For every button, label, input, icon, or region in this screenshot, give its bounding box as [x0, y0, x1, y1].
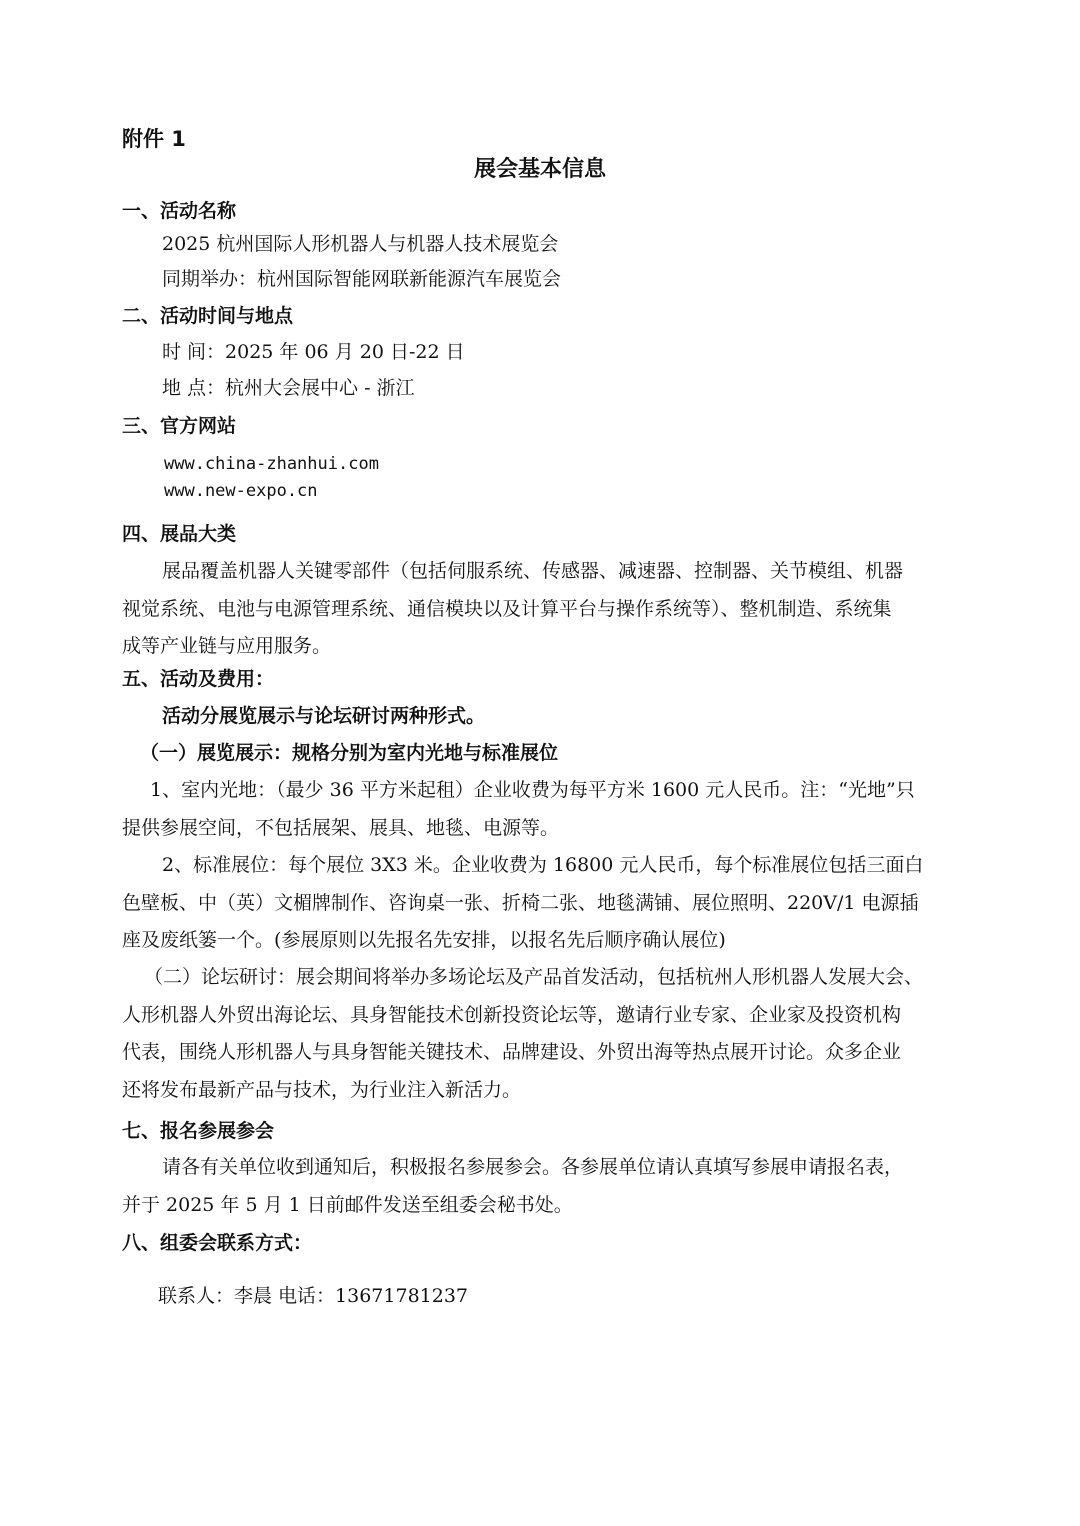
section-5-heading: 五、活动及费用：: [122, 668, 275, 690]
forum-paragraph: [122, 959, 962, 1109]
paragraph-line: 提供参展空间，不包括展架、展具、地毯、电源等。: [122, 816, 560, 839]
website-link-1[interactable]: www.china-zhanhui.com: [164, 454, 379, 474]
paragraph-line: 人形机器人外贸出海论坛、具身智能技术创新投资论坛等，邀请行业专家、企业家及投资机构: [122, 1003, 902, 1026]
concurrent-event: 同期举办：杭州国际智能网联新能源汽车展览会: [162, 268, 562, 290]
paragraph-line: 代表，围绕人形机器人与具身智能关键技术、品牌建设、外贸出海等热点展开讨论。众多企业: [122, 1041, 902, 1063]
section-3-heading: 三、官方网站: [122, 415, 237, 437]
contact-info: 联系人：李晨 电话：13671781237: [158, 1285, 469, 1307]
paragraph-line: 并于 2025 年 5 月 1 日前邮件发送至组委会秘书处。: [122, 1193, 573, 1216]
event-place: 地 点：杭州大会展中心 - 浙江: [162, 377, 415, 399]
paragraph-line: 展品覆盖机器人关键零部件（包括伺服系统、传感器、减速器、控制器、关节模组、机器: [162, 560, 904, 582]
document-title: 展会基本信息: [473, 157, 606, 182]
event-name: 2025 杭州国际人形机器人与机器人技术展览会: [162, 233, 559, 255]
paragraph-line: 1、室内光地：（最少 36 平方米起租）企业收费为每平方米 1600 元人民币。注：“光地”只: [150, 779, 915, 801]
raw-space-item: [122, 772, 962, 847]
paragraph-line: 还将发布最新产品与技术，为行业注入新活力。: [122, 1078, 522, 1101]
section-2-heading: 二、活动时间与地点: [122, 305, 294, 327]
event-time: 时 间：2025 年 06 月 20 日-22 日: [162, 341, 465, 363]
section-8-heading: 八、组委会联系方式：: [122, 1232, 313, 1254]
attachment-label: 附件 1: [122, 127, 186, 151]
paragraph-line: 座及废纸篓一个。(参展原则以先报名先安排，以报名先后顺序确认展位): [122, 929, 726, 951]
section-7-heading: 七、报名参展参会: [122, 1120, 275, 1142]
section-4-heading: 四、展品大类: [122, 523, 237, 545]
paragraph-line: 请各有关单位收到通知后，积极报名参展参会。各参展单位请认真填写参展申请报名表，: [162, 1156, 904, 1178]
paragraph-line: 2、标准展位：每个展位 3X3 米。企业收费为 16800 元人民币，每个标准展位包括三面白: [162, 854, 924, 876]
exhibit-categories-paragraph: [122, 553, 962, 666]
paragraph-line: 成等产业链与应用服务。: [122, 635, 332, 657]
exhibition-subheading: （一）展览展示：规格分别为室内光地与标准展位: [140, 742, 559, 764]
paragraph-line: 视觉系统、电池与电源管理系统、通信模块以及计算平台与操作系统等）、整机制造、系统集: [122, 597, 892, 620]
paragraph-line: （二）论坛研讨：展会期间将举办多场论坛及产品首发活动，包括杭州人形机器人发展大会、: [144, 966, 924, 988]
section-1-heading: 一、活动名称: [122, 200, 237, 222]
activity-intro: 活动分展览展示与论坛研讨两种形式。: [162, 705, 486, 727]
paragraph-line: 色壁板、中（英）文楣牌制作、咨询桌一张、折椅二张、地毯满铺、展位照明、220V/1 电源插: [122, 891, 919, 914]
website-link-2[interactable]: www.new-expo.cn: [164, 481, 318, 501]
registration-paragraph: [122, 1149, 962, 1224]
standard-booth-item: [122, 847, 962, 960]
